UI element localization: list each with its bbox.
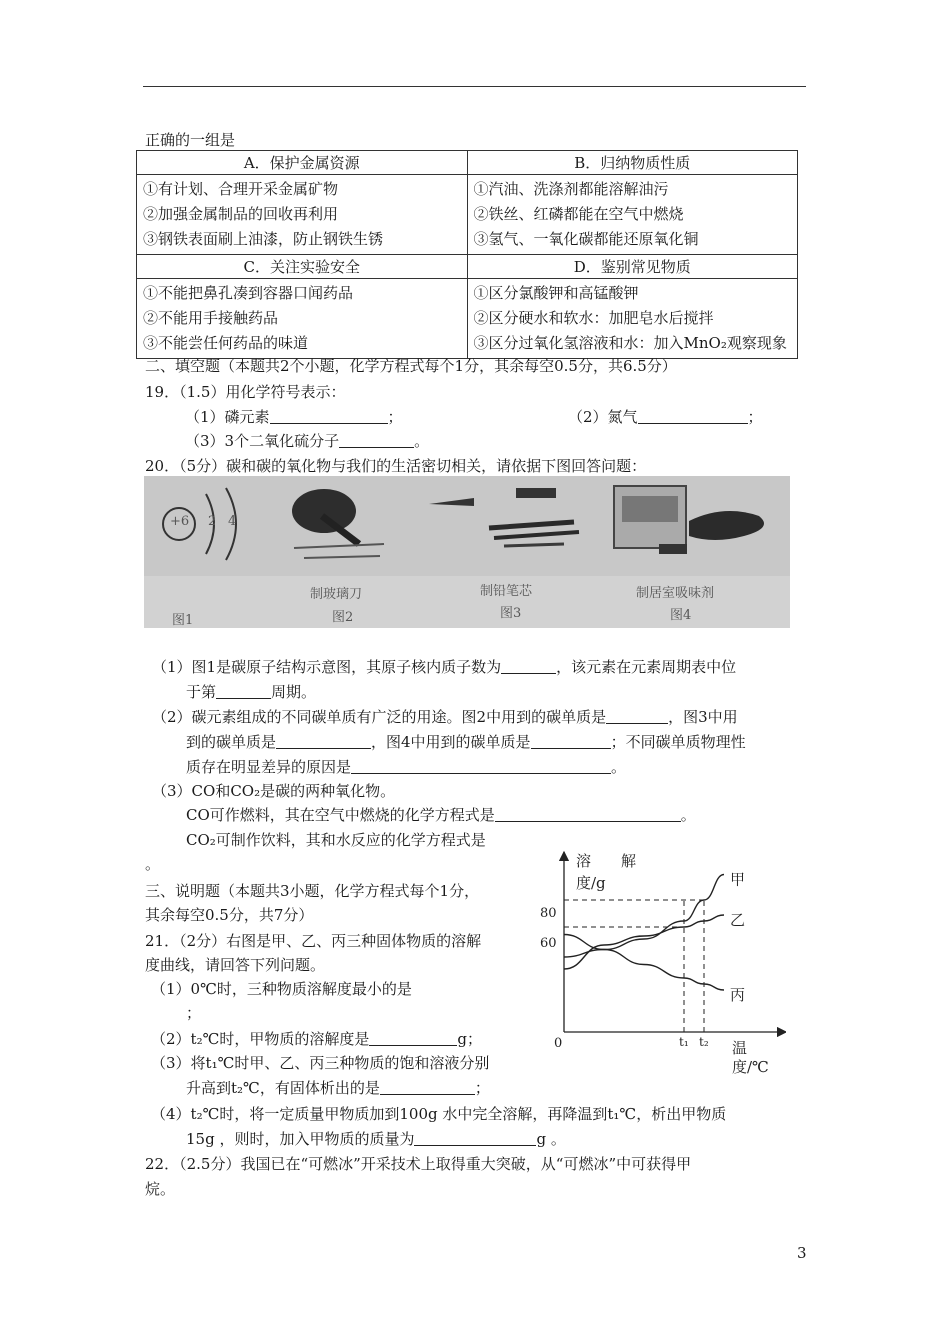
q19-part1 xyxy=(185,406,403,427)
atom-shell1-count: 2 xyxy=(208,514,217,529)
q19-part3 xyxy=(185,430,429,451)
origin-label: 0 xyxy=(554,1036,563,1051)
carbon-figure xyxy=(144,476,790,628)
q21-text: 升高到t₂℃，有固体析出的是 xyxy=(186,1079,380,1097)
intro-text: 正确的一组是 xyxy=(145,131,236,149)
section-2-heading: 二、填空题（本题共2个小题，化学方程式每个1分，其余每空0.5分，共6.5分） xyxy=(145,357,677,375)
y-tick-label: 60 xyxy=(540,936,557,951)
option-b-body xyxy=(467,175,798,255)
q21-part4-line2 xyxy=(186,1128,566,1149)
q21-text: ； xyxy=(474,1079,490,1097)
q20-part2-line2 xyxy=(186,731,746,752)
q19-stem: 19．（1.5）用化学符号表示： xyxy=(145,383,346,401)
atom-nucleus-label: +6 xyxy=(170,514,190,529)
option-b-line: ②铁丝、红磷都能在空气中燃烧 xyxy=(473,205,684,223)
series-line-3 xyxy=(564,935,724,991)
series-label: 乙 xyxy=(730,911,746,929)
q21-text: （2）t₂℃时，甲物质的溶解度是 xyxy=(151,1030,370,1048)
answer-blank[interactable] xyxy=(276,733,371,749)
q20-text: 于第 xyxy=(186,683,217,701)
option-b-line: ①汽油、洗涤剂都能溶解油污 xyxy=(473,180,669,198)
q21-part2 xyxy=(151,1028,482,1049)
q20-text: （2）碳元素组成的不同碳单质有广泛的用途。图2中用到的碳单质是 xyxy=(152,708,607,726)
option-b-head: B．归纳物质性质 xyxy=(467,151,798,175)
fig-label: 图2 xyxy=(332,610,354,625)
q20-text: CO可作燃料，其在空气中燃烧的化学方程式是 xyxy=(186,806,495,824)
q21-text: g 。 xyxy=(536,1130,566,1148)
atom-shell2-count: 4 xyxy=(228,514,237,529)
option-a-line: ②加强金属制品的回收再利用 xyxy=(143,205,339,223)
fig-label: 图1 xyxy=(172,613,194,628)
option-a-line: ③钢铁表面刷上油漆，防止钢铁生锈 xyxy=(143,230,384,248)
q20-part1-line2 xyxy=(186,681,316,702)
option-c-line: ③不能尝任何药品的味道 xyxy=(143,334,309,352)
fig-label: 图4 xyxy=(670,608,692,623)
caption-deodorant: 制居室吸味剂 xyxy=(636,586,715,601)
q20-text: ，该元素在元素周期表中位 xyxy=(556,658,737,676)
answer-blank[interactable] xyxy=(606,708,668,724)
option-d-body xyxy=(467,279,798,359)
q21-part3-line1: （3）将t₁℃时甲、乙、丙三种物质的饱和溶液分别 xyxy=(151,1054,490,1072)
carbon-figure-drawing xyxy=(144,476,790,628)
q20-part1-line1 xyxy=(152,656,736,677)
q20-text: （1）图1是碳原子结构示意图，其原子核内质子数为 xyxy=(152,658,502,676)
section-3-heading-line2: 其余每空0.5分，共7分） xyxy=(145,906,314,924)
answer-blank[interactable] xyxy=(531,733,611,749)
answer-blank[interactable] xyxy=(638,408,748,424)
answer-blank[interactable] xyxy=(501,658,556,674)
q21-part4-line1: （4）t₂℃时，将一定质量甲物质加到100g 水中完全溶解，再降温到t₁℃，析出甲物质 xyxy=(151,1105,727,1123)
q19-part1-text: （1）磷元素 xyxy=(185,408,270,426)
option-c-line: ①不能把鼻孔凑到容器口闻药品 xyxy=(143,284,354,302)
q20-text: ，图3中用 xyxy=(668,708,738,726)
section-3-heading-line1: 三、说明题（本题共3小题，化学方程式每个1分， xyxy=(145,882,480,900)
q20-part3-line1: （3）CO和CO₂是碳的两种氧化物。 xyxy=(152,782,396,800)
solubility-chart-svg xyxy=(536,838,786,1083)
q19-part2 xyxy=(568,406,763,427)
q20-text: 质存在明显差异的原因是 xyxy=(186,758,352,776)
punct: ； xyxy=(387,408,403,426)
q22-line1: 22．（2.5分）我国已在“可燃冰”开采技术上取得重大突破，从“可燃冰”中可获得甲 xyxy=(145,1155,692,1173)
series-label: 丙 xyxy=(730,986,746,1004)
option-d-line: ③区分过氧化氢溶液和水：加入MnO₂观察现象 xyxy=(473,334,787,352)
y-axis-label: 溶 解 xyxy=(576,852,637,870)
option-a-head: A．保护金属资源 xyxy=(137,151,468,175)
glass-cutter-icon xyxy=(292,489,356,533)
pencil-icon xyxy=(504,544,564,546)
q20-text: ；不同碳单质物理性 xyxy=(610,733,746,751)
q20-text: 到的碳单质是 xyxy=(186,733,277,751)
top-rule xyxy=(143,86,806,87)
y-axis-label: 度/g xyxy=(576,874,606,892)
answer-blank[interactable] xyxy=(380,1079,475,1095)
q20-part3-end: 。 xyxy=(145,855,161,873)
answer-blank[interactable] xyxy=(495,806,681,822)
option-a-body xyxy=(137,175,468,255)
options-table xyxy=(136,150,798,359)
option-c-head: C．关注实验安全 xyxy=(137,255,468,279)
q21-stem-line1: 21．（2分）右图是甲、乙、丙三种固体物质的溶解 xyxy=(145,932,482,950)
punct: ； xyxy=(747,408,763,426)
answer-blank[interactable] xyxy=(339,432,414,448)
caption-glass-cutter: 制玻璃刀 xyxy=(310,587,363,602)
q20-stem: 20．（5分）碳和碳的氧化物与我们的生活密切相关，请依据下图回答问题： xyxy=(145,457,647,475)
option-c-line: ②不能用手接触药品 xyxy=(143,309,279,327)
y-tick-label: 80 xyxy=(540,906,557,921)
x-tick-label: t₁ xyxy=(679,1035,689,1049)
option-d-line: ②区分硬水和软水：加肥皂水后搅拌 xyxy=(473,309,714,327)
q19-part3-text: （3）3个二氧化硫分子 xyxy=(185,432,340,450)
answer-blank[interactable] xyxy=(351,758,611,774)
answer-blank[interactable] xyxy=(414,1130,536,1146)
option-d-line: ①区分氯酸钾和高锰酸钾 xyxy=(473,284,639,302)
q20-text: 。 xyxy=(611,758,627,776)
option-b-line: ③氢气、一氧化碳都能还原氧化铜 xyxy=(473,230,699,248)
option-a-line: ①有计划、合理开采金属矿物 xyxy=(143,180,339,198)
q20-part2-line3 xyxy=(186,756,626,777)
q21-part1-end: ； xyxy=(186,1004,202,1022)
q19-part2-text: （2）氮气 xyxy=(568,408,638,426)
q21-stem-line2: 度曲线，请回答下列问题。 xyxy=(145,956,326,974)
q20-part2-line1 xyxy=(152,706,738,727)
pencil-lead-box xyxy=(516,488,556,498)
option-c-body xyxy=(137,279,468,359)
answer-blank[interactable] xyxy=(216,683,271,699)
punct: 。 xyxy=(414,432,430,450)
solubility-chart xyxy=(536,838,786,1083)
q22-line2: 烷。 xyxy=(145,1180,176,1198)
x-axis-label: 温 xyxy=(732,1039,748,1057)
caption-pencil: 制铅笔芯 xyxy=(480,584,533,599)
page-number: 3 xyxy=(797,1244,807,1262)
q21-part1: （1）0℃时，三种物质溶解度最小的是 xyxy=(151,980,412,998)
fig-label: 图3 xyxy=(500,606,522,621)
x-axis-label: 度/℃ xyxy=(732,1058,769,1076)
series-label: 甲 xyxy=(730,870,746,889)
q20-text: 周期。 xyxy=(271,683,317,701)
q21-text: g； xyxy=(457,1030,482,1048)
q21-text: 15g ，则时，加入甲物质的质量为 xyxy=(186,1130,415,1148)
q21-part3-line2 xyxy=(186,1077,490,1098)
series-line-2 xyxy=(564,915,724,969)
option-d-head: D．鉴别常见物质 xyxy=(467,255,798,279)
x-tick-label: t₂ xyxy=(699,1035,709,1049)
q20-text: 。 xyxy=(680,806,696,824)
q20-text: ，图4中用到的碳单质是 xyxy=(371,733,531,751)
answer-blank[interactable] xyxy=(270,408,388,424)
q20-part3-line3: CO₂可制作饮料，其和水反应的化学方程式是 xyxy=(186,831,486,849)
answer-blank[interactable] xyxy=(369,1030,457,1046)
q20-part3-line2 xyxy=(186,804,696,825)
